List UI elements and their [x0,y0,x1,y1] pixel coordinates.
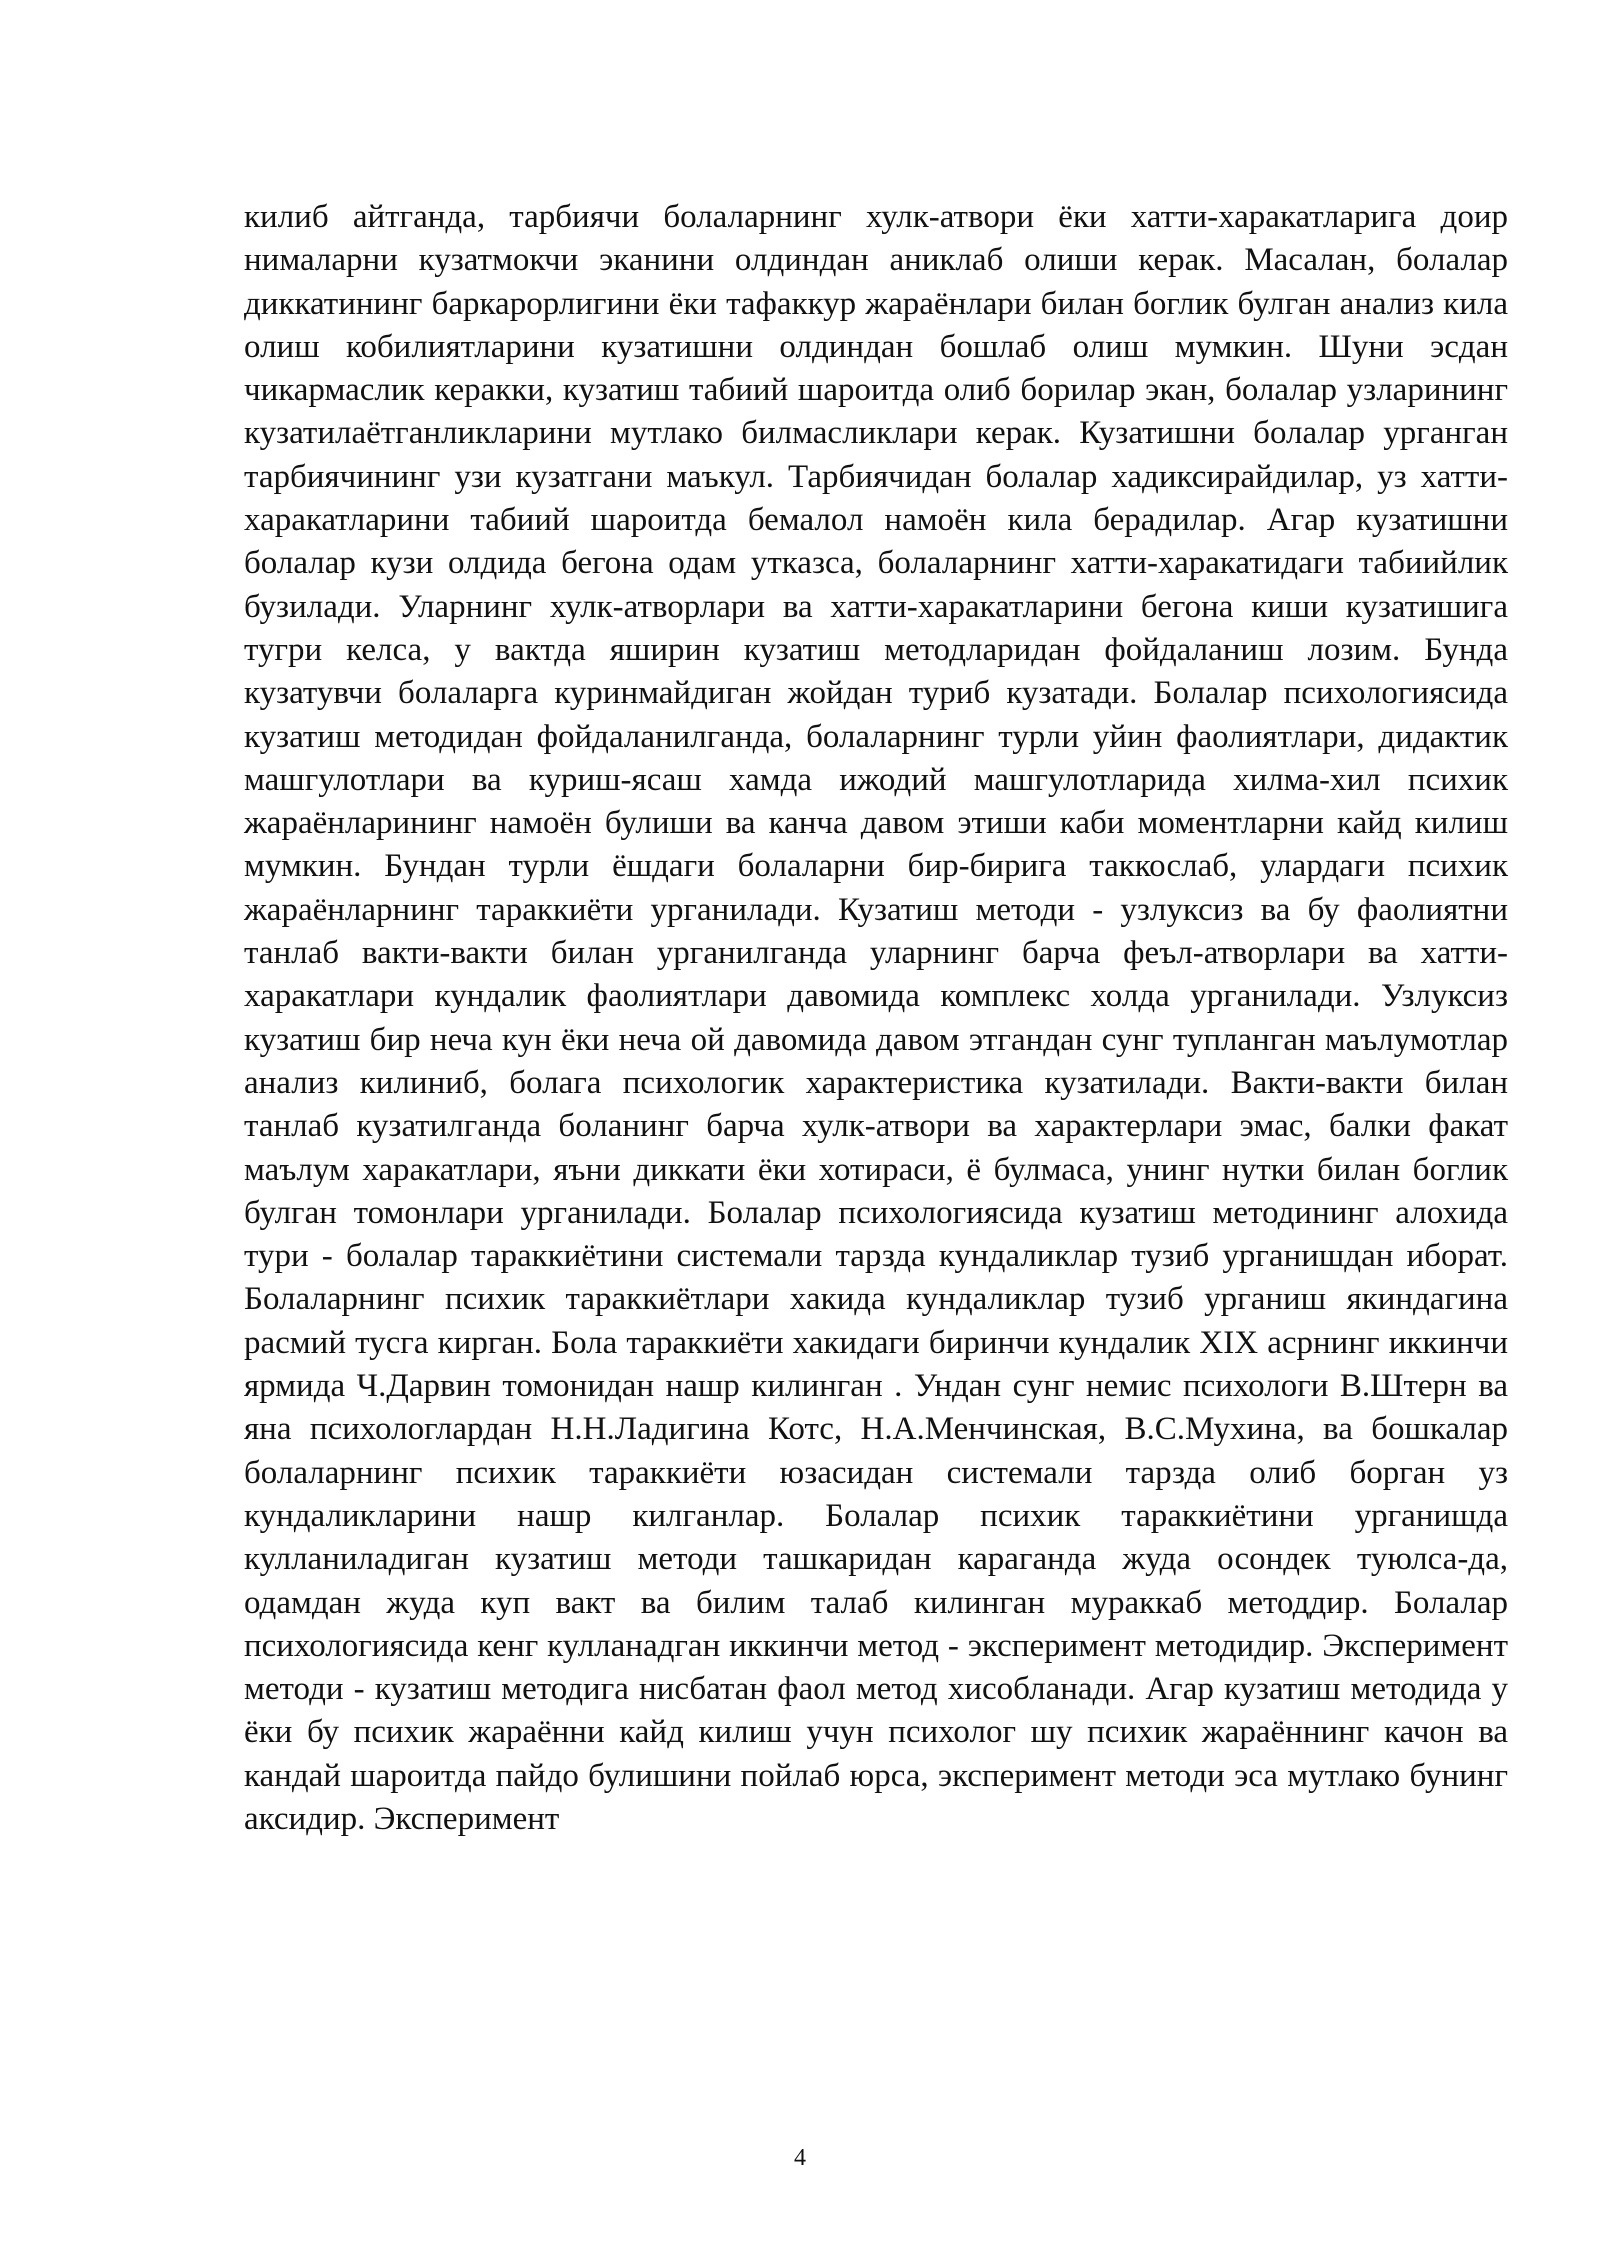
page-number: 4 [794,2145,806,2171]
body-paragraph: килиб айтганда, тарбиячи болаларнинг хулк-атвори ёки хатти-харакатларига доир нималарни кузатмокчи эканини олдиндан аниклаб олиши керак. Масалан, болалар диккатининг баркарорлигини ёки тафаккур жараёнлари билан боглик булган анализ кила олиш кобилиятларини кузатишни олдиндан бошлаб олиш мумкин. Шуни эсдан чикармаслик керакки, кузатиш табиий шароитда олиб борилар экан, болалар узларининг кузатилаётганликларини мутлако билмасликлари керак. Кузатишни болалар урганган тарбиячининг узи кузатгани маъкул. Тарбиячидан болалар хадиксирайдилар, уз хатти-харакатларини табиий шароитда бемалол намоён кила берадилар. Агар кузатишни болалар кузи олдида бегона одам утказса, болаларнинг хатти-харакатидаги табиийлик бузилади. Уларнинг хулк-атворлари ва хатти-харакатларини бегона киши кузатишига тугри келса, у вактда яширин кузатиш методларидан фойдаланиш лозим. Бунда кузатувчи болаларга куринмайдиган жойдан туриб кузатади. Болалар психологиясида кузатиш методидан фойдаланилганда, болаларнинг турли уйин фаолиятлари, дидактик машгулотлари ва куриш-ясаш хамда ижодий машгулотларида хилма-хил психик жараёнларининг намоён булиши ва канча давом этиши каби моментларни кайд килиш мумкин. Бундан турли ёшдаги болаларни бир-бирига таккослаб, улардаги психик жараёнларнинг тараккиёти урганилади. Кузатиш методи - узлуксиз ва бу фаолиятни танлаб вакти-вакти билан урганилганда уларнинг барча феъл-атворлари ва хатти-харакатлари кундалик фаолиятлари давомида комплекс холда урганилади. Узлуксиз кузатиш бир неча кун ёки неча ой давомида давом этгандан сунг тупланган маълумотлар анализ килиниб, болага психологик характеристика кузатилади. Вакти-вакти билан танлаб кузатилганда боланинг барча хулк-атвори ва характерлари эмас, балки факат маълум харакатлари, яъни диккати ёки хотираси, ё булмаса, унинг нутки билан боглик булган томонлари урганилади. Болалар психологиясида кузатиш методининг алохида тури - болалар тараккиётини системали тарзда кундаликлар тузиб урганишдан иборат. Болаларнинг психик тараккиётлари хакида кундаликлар тузиб урганиш якиндагина расмий тусга кирган. Бола тараккиёти хакидаги биринчи кундалик XIX асрнинг иккинчи ярмида Ч.Дарвин томонидан нашр килинган . Ундан сунг немис психологи В.Штерн ва яна психологлардан Н.Н.Ладигина Котс, Н.А.Менчинская, В.С.Мухина, ва бошкалар болаларнинг психик тараккиёти юзасидан системали тарзда олиб борган уз кундаликларини нашр килганлар. Болалар психик тараккиётини урганишда кулланиладиган кузатиш методи ташкаридан караганда жуда осондек туюлса-да, одамдан жуда куп вакт ва билим талаб килинган мураккаб методдир. Болалар психологиясида кенг кулланадган иккинчи метод - эксперимент методидир. Эксперимент методи - кузатиш методига нисбатан фаол метод хисобланади. Агар кузатиш методида у ёки бу психик жараённи кайд килиш учун психолог шу психик жараённинг качон ва кандай шароитда пайдо булишини пойлаб юрса, эксперимент методи эса мутлако бунинг аксидир. Эксперимент [244,199,1508,1837]
